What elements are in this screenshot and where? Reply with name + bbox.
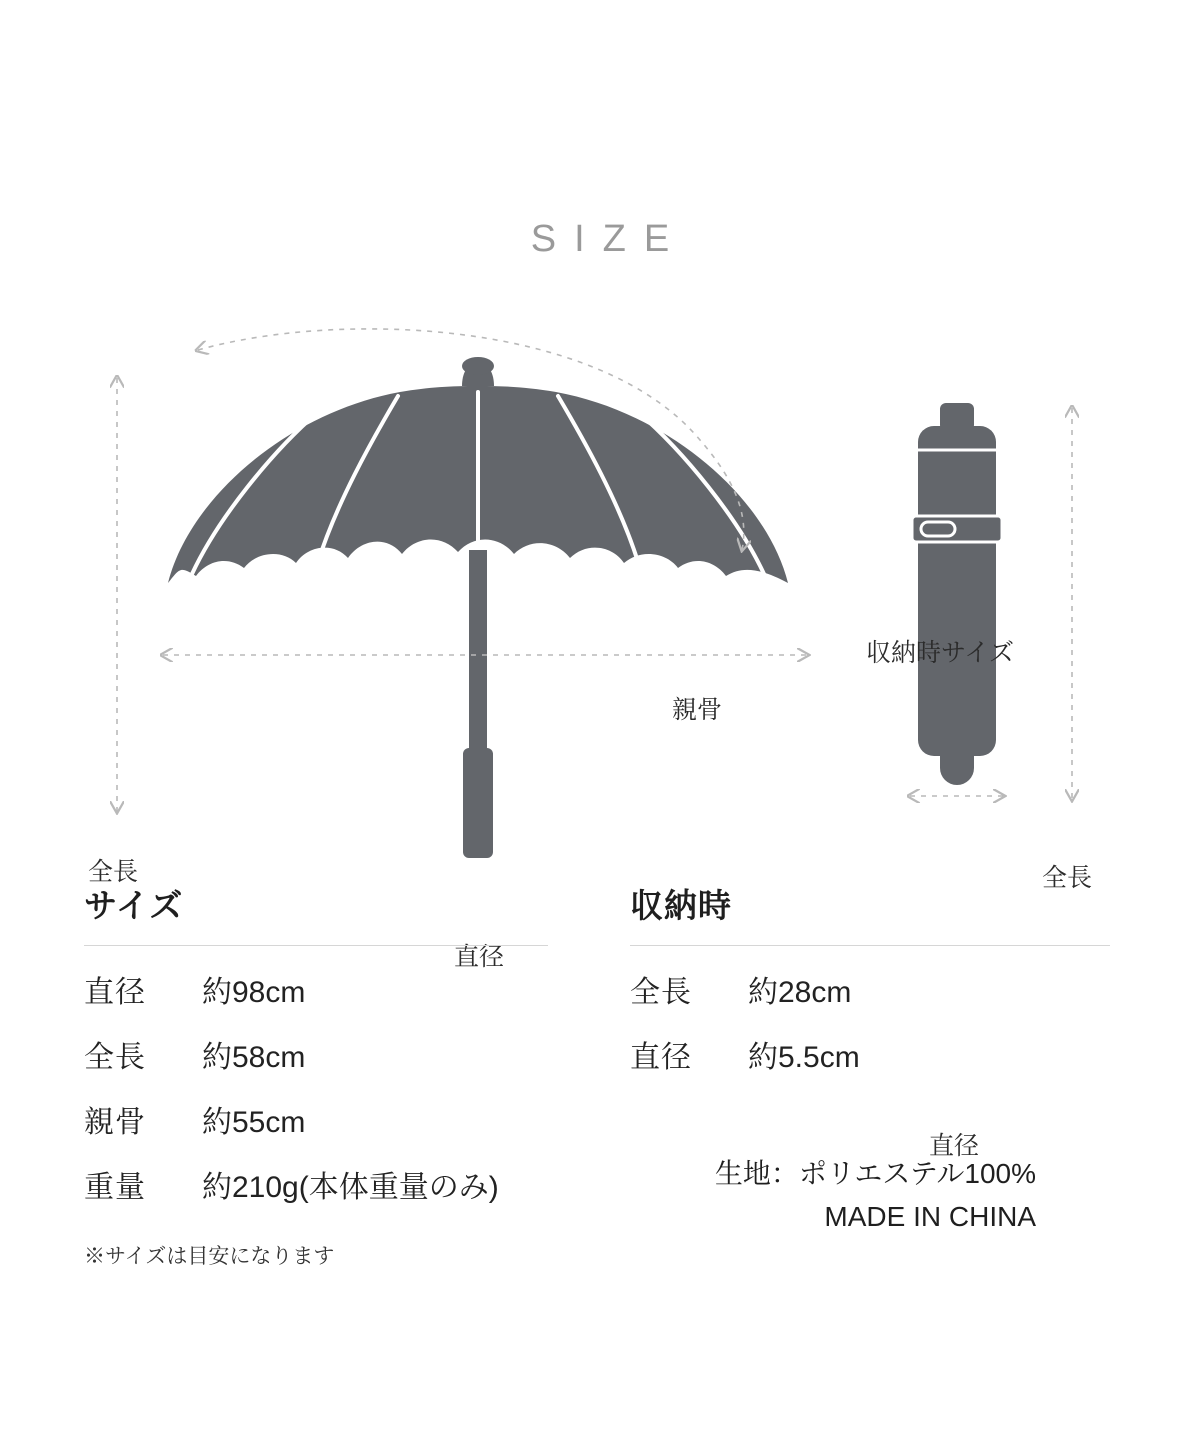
label-folded-diameter: 直径 bbox=[929, 1132, 980, 1160]
spec-row bbox=[84, 1097, 554, 1141]
spec-key: 親骨 bbox=[84, 1106, 146, 1139]
spec-row bbox=[84, 967, 554, 1011]
diagram-svg bbox=[0, 300, 1200, 870]
page-title: SIZE bbox=[530, 218, 688, 260]
spec-key: 重量 bbox=[84, 1171, 146, 1204]
material-fabric: 生地：ポリエステル100% bbox=[714, 1158, 1036, 1189]
label-rib: 親骨 bbox=[672, 696, 723, 724]
spec-tables bbox=[0, 880, 1200, 1300]
label-folded-size-heading: 収納時サイズ bbox=[866, 639, 1015, 667]
folded-umbrella-illustration bbox=[912, 403, 1002, 785]
divider bbox=[630, 945, 1110, 946]
spec-table-size bbox=[84, 880, 554, 1270]
label-diameter: 直径 bbox=[448, 937, 510, 973]
spec-key: 全長 bbox=[84, 1041, 146, 1074]
spec-row bbox=[84, 1032, 554, 1076]
spec-row bbox=[630, 1032, 1120, 1076]
size-note: ※サイズは目安になります bbox=[84, 1245, 335, 1268]
spec-table-folded bbox=[630, 880, 1120, 1233]
spec-value: 約5.5cm bbox=[748, 1041, 860, 1074]
spec-right-heading: 収納時 bbox=[630, 887, 732, 924]
label-folded-length: 全長 bbox=[1042, 864, 1093, 892]
divider bbox=[84, 945, 548, 946]
spec-value: 約98cm bbox=[202, 976, 306, 1009]
spec-left-heading: サイズ bbox=[84, 887, 184, 924]
spec-value: 約28cm bbox=[748, 976, 852, 1009]
spec-row bbox=[84, 1162, 554, 1206]
spec-value: 約58cm bbox=[202, 1041, 306, 1074]
spec-key: 直径 bbox=[630, 1041, 692, 1074]
open-umbrella-illustration bbox=[168, 357, 788, 858]
spec-key: 直径 bbox=[84, 976, 146, 1009]
material-info bbox=[715, 1152, 1036, 1239]
spec-row bbox=[630, 967, 1120, 1011]
spec-key: 全長 bbox=[630, 976, 692, 1009]
spec-value: 約55cm bbox=[202, 1106, 306, 1139]
label-total-length: 全長 bbox=[88, 858, 139, 886]
spec-value: 約210g(本体重量のみ) bbox=[202, 1171, 499, 1204]
country-of-origin: MADE IN CHINA bbox=[824, 1201, 1036, 1233]
